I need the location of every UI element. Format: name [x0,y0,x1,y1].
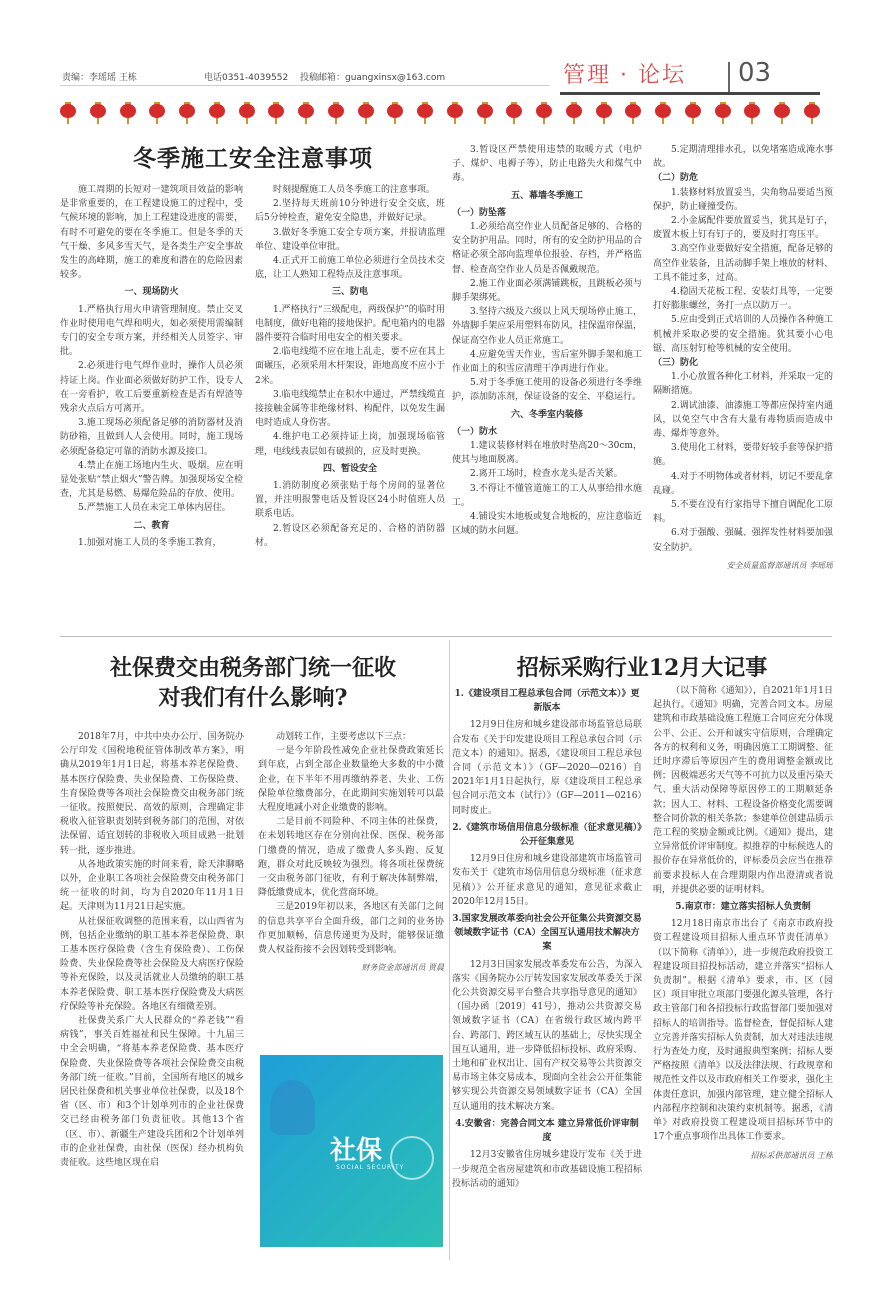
phone-number: 电话0351-4039552 [204,73,289,83]
subheading: 5.南京市：建立落实招标人负责制 [675,902,811,913]
paragraph: 4.应避免雪天作业，雪后室外脚手架和施工作业面上的积雪应清理干净再进行作业。 [452,349,642,375]
paragraph: 3.不得让不懂管道施工的工人从事给排水施工。 [452,483,642,508]
lantern-icon [506,100,522,122]
lantern-icon [804,100,820,122]
article3-column-1 [452,684,642,1260]
lantern-decoration [60,100,820,130]
paragraph: 施工周期的长短对一建筑项目效益的影响是非常重要的，在工程建设施工的过程中，受气候环境的影响，加上工程建设进度的需要，有时不可避免的要在冬季施工。但是冬季的天气干燥、多风多雪天气，是各类生产安全事故发生的高峰期，施工的难度和潜在的危险因素较多。 [60,185,243,281]
lantern-icon [328,100,344,122]
paragraph: 12月3安徽省住房城乡建设厅发布《关于进一步规范全省房屋建筑和市政基础设施工程招标投标活动的通知》 [452,1150,642,1189]
paragraph: 1.严格执行“三级配电，两级保护”的临时用电制度，做好电箱的接地保护。配电箱内的电器器件要符合临时用电安全的相关要求。 [255,304,445,344]
lantern-icon [566,100,582,122]
paragraph: 3.使用化工材料，要带好较手套等保护措施。 [653,443,833,468]
paragraph: 4.正式开工前施工单位必须进行全员技术交底，让工人熟知工程特点及注意事项。 [255,256,445,281]
lantern-icon [447,100,463,122]
paragraph: 2.调试油漆、油漆施工等都应保持室内通风，以免空气中含有大量有毒物质而造成中毒、爆炸等意外。 [653,400,833,440]
article1-title: 冬季施工安全注意事项 [133,145,373,172]
paragraph: 三是2019年初以来，各地区有关部门之间的信息共享平台全面升级，部门之间的业务协作更加顺畅，信息传递更为及时，能够保证缴费人权益衔接不会因划转受到影响。 [258,902,444,956]
paragraph: 5.不要在没有行家指导下擅自调配化工原料。 [653,500,833,525]
lantern-icon [149,100,165,122]
paragraph: 12月9日住房和城乡建设部建筑市场监管司发布关于《建筑市场信用信息分级标准（征求意见稿）》公开征求意见的通知，意见征求截止2020年12月15日。 [452,854,642,907]
paragraph: 1.严格执行用火申请管理制度。禁止交叉作业时使用电气焊和明火，如必须使用需编制专门的安全专项方案，并经相关人员签字、审批。 [60,304,243,358]
article2-column-2 [258,730,444,1050]
lantern-icon [596,100,612,122]
lantern-icon [536,100,552,122]
lantern-icon [655,100,671,122]
subsection-label: （二）防危 [653,173,699,184]
paragraph: 2018年7月，中共中央办公厅、国务院办公厅印发《国税地税征管体制改革方案》，明确从2019年1月1日起，将基本养老保险费、基本医疗保险费、失业保险费、工伤保险费、生育保险费等各项社会保险费交由税务部门统一征收。按照便民、高效的原则，合理确定非税收入征管职责划转到税务部门的范围，对依法保留、适宜划转的非税收入项目成熟一批划转一批，逐步推进。 [60,732,244,856]
lantern-icon [685,100,701,122]
lantern-icon [179,100,195,122]
paragraph: 5.应由受到正式培训的人员操作各种施工机械并采取必要的安全措施。犹其要小心电锯、高压射钉枪等机械的安全使用。 [653,315,833,354]
subsection-label: （一）防水 [452,426,498,437]
lantern-icon [744,100,760,122]
subheading: 一、现场防火 [124,287,179,298]
paragraph: 5.定期清理排水孔，以免堵塞造成淹水事故。 [653,145,833,170]
paragraph: 2.小金属配件要放置妥当，犹其是钉子，废置木板上钉有钉子的，要及时打弯压平。 [653,216,833,241]
paragraph: 2.坚持每天班前10分钟进行安全交底，班后5分钟检查，避免安全隐患，并做好记录。 [255,199,445,224]
page-number: 03 [738,58,772,88]
paragraph: 1.建议装修材料在堆放时垫高20～30cm，使其与地面脱离。 [452,441,642,466]
editor-credit: 责编：李瑶瑶 王栋 [62,73,137,83]
paragraph: 3.临电线缆禁止在积水中通过，严禁线缆直接接触金属等非绝缘材料、构配件，以免发生漏电时造成人身伤害。 [255,389,445,429]
paragraph: 12月9日住房和城乡建设部市场监管总局联合发布《关于印发建设项目工程总承包合同（示范文本）的通知》。据悉，《建设项目工程总承包合同（示范文本）》（GF—2020—0216）自2021年1月1日起执行，原《建设项目工程总承包合同示范文本（试行）》（GF—2011—0216）同时废止。 [452,720,642,816]
banner-title: 社保 [330,1136,383,1166]
lantern-icon [358,100,374,122]
lantern-icon [239,100,255,122]
lantern-icon [90,100,106,122]
paragraph: 1.必须给高空作业人员配备足够的、合格的安全防护用品。同时，所有的安全防护用品的合格证必须全部向监理单位报验、存档，并严格监督、检查高空作业人员是否佩戴规范。 [452,222,642,275]
subheading: 3.国家发展改革委向社会公开征集公共资源交易领域数字证书（CA）全国互认通用技术解决方案 [452,914,642,953]
paragraph: 5.严禁施工人员在未完工单体内居住。 [78,503,231,514]
article1-column-1 [60,183,243,623]
lantern-icon [417,100,433,122]
subheading: 四、暂设安全 [322,463,377,474]
paragraph: 2.临电线缆不应在地上乱走，要不应在其上面碾压，必须采用木杆架设，距地高度不应小于2米。 [255,347,445,386]
byline: 财务资金部通讯员 贾晨 [361,963,444,973]
lantern-icon [477,100,493,122]
article1-column-4 [653,143,833,623]
paragraph: 4.铺设实木地板或复合地板的，应注意临近区域的防水问题。 [452,512,642,537]
paragraph: 4.对于不明物体或者材料，切记不要乱拿乱碰。 [653,471,833,496]
paragraph: 1.加强对施工人员的冬季施工教育， [78,537,222,548]
lantern-icon [625,100,641,122]
paragraph: 3.做好冬季施工安全专项方案，并报请监理单位、建设单位审批。 [255,227,445,252]
tree-illustration [270,1080,315,1135]
subsection-label: （三）防化 [653,358,699,369]
paragraph: 二是目前不同险种、不同主体的社保费，在未划转地区存在分别向社保、医保、税务部门缴费的情况，造成了缴费人多头跑、反复跑，群众对此反映较为强烈。将各项社保费统一交由税务部门征收，有利于解决体制弊端，降低缴费成本，优化营商环境。 [258,817,444,899]
paragraph: 4.稳固天花板工程、安装灯具等，一定要打好膨胀螺丝，务打一点以防万一。 [653,287,833,312]
lantern-icon [268,100,284,122]
lantern-icon [209,100,225,122]
article2-title-line1: 社保费交由税务部门统一征收 [109,655,396,681]
paragraph: 一是今年阶段性减免企业社保费政策延长到年底，占到全部企业数量绝大多数的中小微企业，在下半年不用再缴纳养老、失业、工伤保险单位缴费部分，在此期间实施划转可以最大程度地减小对企业缴费的影响。 [258,746,444,814]
paragraph: 2.暂设区必须配备充足的、合格的消防器材。 [255,523,445,548]
paragraph: 1.装修材料放置妥当，尖角物品要适当预保护，防止碰撞受伤。 [653,187,833,212]
paragraph: 2.必须进行电气焊作业时，操作人员必须持证上岗。作业面必须做好防护工作，设专人在一旁看护，收工后要重新检查是否有焊渣等残余火点后方可离开。 [60,361,243,415]
lantern-icon [298,100,314,122]
paragraph: 3.坚持六级及六级以上风天现场停止施工，外墙脚手架应采用塑料布防风，挂保温帘保温，保证高空作业人员正常施工。 [452,307,642,346]
paragraph: 时刻提醒施工人员冬季施工的注意事项。 [273,185,436,195]
subheading: 三、防电 [331,287,368,298]
byline: 招标采供部通讯员 王栋 [750,1150,833,1160]
paragraph: 1.小心放置各种化工材料，并采取一定的隔断措施。 [653,372,833,397]
subheading: 2.《建筑市场信用信息分级标准（征求意见稿）》公开征集意见 [452,822,642,848]
subheading: 六、冬季室内装修 [510,409,583,420]
paragraph: 从社保征收调整的范围来看，以山西省为例，包括企业缴纳的职工基本养老保险费、职工基本医疗保险费（含生育保险费）、工伤保险费、失业保险费等社会保险及大病医疗保险等补充保险，以及灵活就业人员缴纳的职工基本养老保险费、职工基本医疗保险费及大病医疗保险等补充保险。各地区有细微差别。 [60,916,244,1012]
paragraph: （以下简称《通知》），自2021年1月1日起执行。《通知》明确，完善合同文本。房屋建筑和市政基础设施工程施工合同应充分体现公平、公正、公开和诚实守信原则，合理确定各方的权利和义务，明确因施工工期调整、征迁时序滞后等原因产生的费用调整金额或比例；因极端恶劣天气等不可抗力以及重污染天气、重大活动保障等原因停工的工期顺延条款；因人工、材料、工程设备价格变化需要调整合同价款的相关条款；参建单位创建品质示范工程的奖励金额或比例。《通知》提出，建立异常低价评审制度。拟推荐的中标候选人的报价存在异常低价的，评标委员会应当在推荐前要求投标人在合理期限内作出澄清或者说明，并提供必要的证明材料。 [653,686,833,895]
lantern-icon [120,100,136,122]
paragraph: 6.对于强酸、强碱、强挥发性材料要加强安全防护。 [653,528,833,553]
article1-column-2 [255,183,445,623]
article1-column-3 [452,143,642,623]
header-rule [60,85,550,86]
column-rule [449,640,450,1260]
section-divider [60,636,832,637]
subheading: 1.《建设项目工程总承包合同（示范文本）》更新版本 [454,689,640,714]
article2-column-1 [60,730,244,1260]
paragraph: 2.施工作业面必须满铺跳板，且跳板必须与脚手架绑死。 [452,278,642,304]
article3-column-2 [653,684,833,1260]
paragraph: 12月3日国家发展改革委发布公告，为深入落实《国务院办公厅转发国家发展改革委关于深化公共资源交易平台整合共享指导意见的通知》（国办函〔2019〕41号），推动公共资源交易领域数字证书（CA）在省级行政区域内跨平台、跨部门、跨区域互认的基础上，尽快实现全国互认通用，进一步降低招标投标、政府采购、土地和矿业权出让、国有产权交易等公共资源交易市场主体交易成本，现面向全社会公开征集能够实现公共资源交易领域数字证书（CA）全国互认通用的技术解决方案。 [452,959,642,1112]
header-underline [560,92,820,95]
paragraph: 3.高空作业要做好安全措施，配备足够的高空作业装备，且活动脚手架上堆放的材料、工具不能过多，过高。 [653,244,833,283]
paragraph: 2.离开工场时，检查水龙头是否关紧。 [470,469,623,480]
subsection-label: （一）防坠落 [452,207,507,218]
paragraph: 动划转工作，主要考虑以下三点： [276,732,412,742]
paragraph: 3.施工现场必须配备足够的消防器材及消防砂箱，且做到人人会使用。同时，施工现场必须配备稳定可靠的消防水源及接口。 [60,418,243,457]
paragraph: 5.对于冬季施工使用的设备必须进行冬季维护，添加防冻剂，保证设备的安全、平稳运行。 [452,378,642,403]
article2-title-line2: 对我们有什么影响? [158,685,348,711]
paragraph: 4.禁止在施工场地内生火、吸烟。应在明显处张贴“禁止烟火”警告牌。加强现场安全检查，尤其是易燃、易爆危险品的存放、使用。 [60,460,243,500]
section-title: 管理 · 论坛 [563,63,686,88]
paragraph: 从各地政策实施的时间来看，除天津聊略以外，企业职工各项社会保险费交由税务部门统一征收的时间，均为自2020年11月1日起。天津则为11月21日起实施。 [60,859,244,913]
paragraph: 3.暂设区严禁使用违禁的取暖方式（电炉子、煤炉、电褥子等），防止电路失火和煤气中毒。 [452,145,642,184]
article3-title: 招标采购行业12月大记事 [516,655,768,681]
submission-email: 投稿邮箱：guangxinsx@163.com [300,73,446,83]
lantern-icon [387,100,403,122]
paragraph: 社保费关系广大人民群众的“养老钱”“看病钱”，事关百姓福祉和民生保障。十九届三中全会明确，“将基本养老保险费、基本医疗保险费、失业保险费等各项社会保险费交由税务部门统一征收。”目前，全国所有地区的城乡居民社保费和机关事业单位社保费，以及18个省（区、市）和3个计划单列市的企业社保费交已经由税务部门负责征收。其他13个省（区、市）、新疆生产建设兵团和2个计划单列市的企业社保费，由社保（医保）经办机构负责征收。这些地区现在启 [60,1016,244,1169]
header-divider [728,62,730,92]
subheading: 4.安徽省：完善合同文本 建立异常低价评审制度 [455,1118,639,1144]
banner-subtitle: SOCIAL SECURITY [336,1164,405,1171]
circle-decoration [390,1136,434,1180]
subheading: 二、教育 [133,520,170,531]
paragraph: 4.维护电工必须持证上岗，加强现场临管理，电线线表层如有破损的，应及时更换。 [255,432,445,457]
paragraph: 1.消防制度必须张贴于每个房间的显著位置，并注明报警电话及暂设区24小时值班人员联系电话。 [255,481,445,520]
lantern-icon [60,100,76,122]
paragraph: 12月18日南京市出台了《南京市政府投资工程建设项目招标人重点环节责任清单》（以下简称《清单》），进一步规范政府投资工程建设项目招投标活动，建立并落实“招标人负责制”。根据《清单》要求，市、区（园区）项目审批立项部门要强化源头管理，各行政主管部门和各招投标行政监督部门要加强对招标人的培训指导。监督检查，督促招标人建立完善并落实招标人负责制，加大对违法违规行为查处力度，及时通报典型案例；招标人要严格按照《清单》以及法律法规、行政规章和规范性文件以及市政府相关工作要求，强化主体责任意识，加强内部管理，建立健全招标人内部程序控制和决策约束机制等。据悉，《清单》对政府投资工程建设项目招标环节中的17个重点事项作出具体工作要求。 [653,919,833,1143]
byline: 安全质量监督部通讯员 李瑶瑶 [726,560,833,570]
subheading: 五、幕墙冬季施工 [510,190,583,201]
lantern-icon [774,100,790,122]
lantern-icon [715,100,731,122]
